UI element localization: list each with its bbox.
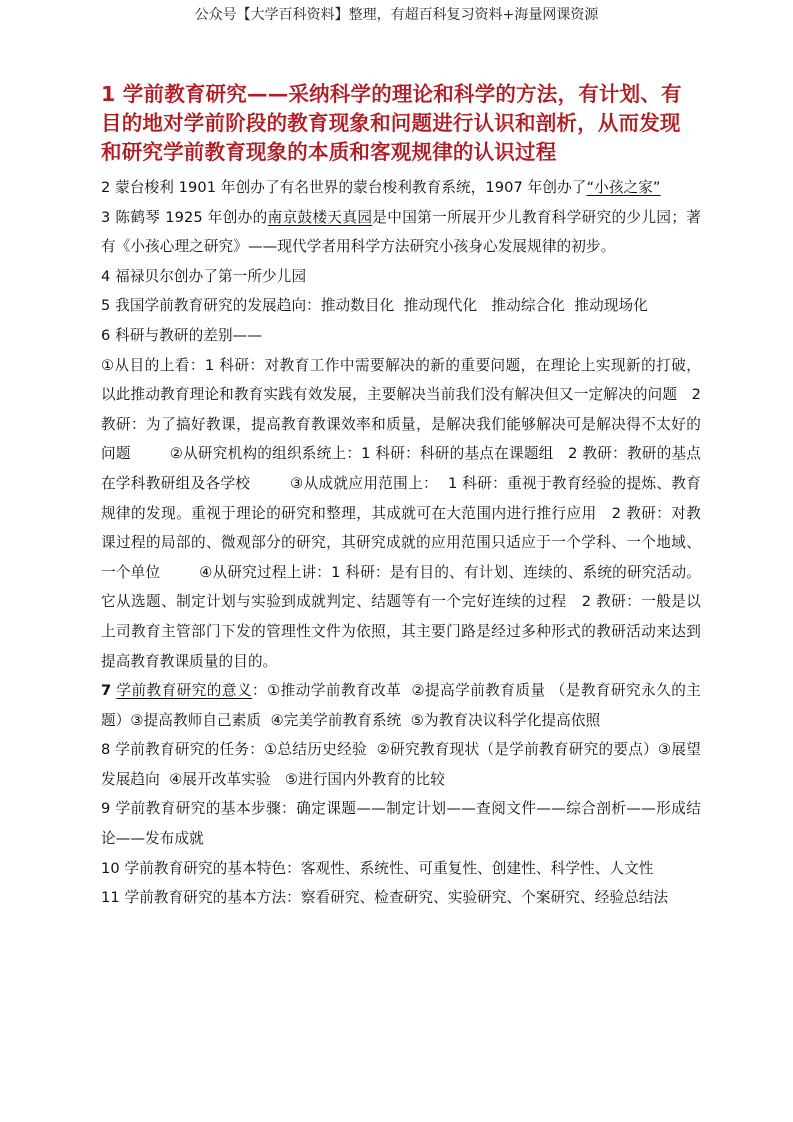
page-header-watermark: 公众号【大学百科资料】整理，有超百科复习资料+海量网课资源	[194, 7, 599, 23]
item-6-heading: 6 科研与教研的差别——	[101, 326, 263, 344]
item-7	[101, 676, 701, 735]
item-5: 5 我国学前教育研究的发展趋向：推动数目化 推动现代化 推动综合化 推动现场化	[101, 297, 648, 315]
item-3-post: 是中国第一所展开少儿教育科学研究的少儿园；著有《小孩心理之研究》——现代学者用科学方法研究小孩身心发展规律的初步。	[101, 208, 702, 256]
item-3-pre: 3 陈鹤琴 1925 年创办的	[101, 208, 268, 226]
item-2-text: 2 蒙台梭利 1901 年创办了有名世界的蒙台梭利教育系统，1907 年创办了	[101, 179, 587, 196]
item-11: 11 学前教育研究的基本方法：察看研究、检查研究、实验研究、个案研究、经验总结法	[101, 889, 669, 907]
document-body	[101, 80, 706, 913]
item-7-post: ：①推动学前教育改革 ②提高学前教育质量 （是教育研究永久的主题）③提高教师自己素质 ④完美学前教育系统 ⑤为教育决议科学化提高依照	[101, 682, 701, 729]
item-8: 8 学前教育研究的任务：①总结历史经验 ②研究教育现状（是学前教育研究的要点）③展望发展趋向 ④展开改革实验 ⑤进行国内外教育的比较	[101, 741, 701, 788]
item-2	[101, 173, 701, 203]
item-7-number: 7	[101, 682, 112, 700]
item-3-underlined: 南京鼓楼天真园	[267, 208, 373, 226]
item-10: 10 学前教育研究的基本特色：客观性、系统性、可重复性、创建性、科学性、人文性	[101, 859, 654, 877]
section-title: 1 学前教育研究——采纳科学的理论和科学的方法，有计划、有目的地对学前阶段的教育现象和问题进行认识和剖析，从而发现和研究学前教育现象的本质和客观规律的认识过程	[101, 82, 682, 164]
item-7-underlined: 学前教育研究的意义	[116, 682, 253, 700]
item-3	[101, 203, 701, 262]
item-2-underlined: “小孩之家”	[586, 179, 661, 196]
item-6-body: ①从目的上看：1 科研：对教育工作中需要解决的新的重要问题，在理论上实现新的打破，以此推动教育理论和教育实践有效发展，主要解决当前我们没有解决但又一定解决的问题 2 教研：为了搞好教课，提高教育教课效率和质量，是解决我们能够解决可是解决得不太好的问题 ②从研究机构的组织系统上：1 科研：科研的基点在课题组 2 教研：教研的基点在学科教研组及各学校 ③从成就应用范围上： 1 科研：重视于教育经验的提炼、教育规律的发现。重视于理论的研究和整理，其成就可在大范围内进行推行应用 2 教研：对教课过程的局部的、微观部分的研究，其研究成就的应用范围只适应于一个学科、一个地域、一个单位 ④从研究过程上讲：1 科研：是有目的、有计划、连续的、系统的研究活动。它从选题、制定计划与实验到成就判定、结题等有一个完好连续的过程 2 教研：一般是以上司教育主管部门下发的管理性文件为依照，其主要门路是经过多种形式的教研活动来达到提高教育教课质量的目的。	[101, 356, 706, 670]
item-9: 9 学前教育研究的基本步骤：确定课题——制定计划——查阅文件——综合剖析——形成结论——发布成就	[101, 800, 701, 848]
item-4: 4 福禄贝尔创办了第一所少儿园	[101, 267, 307, 285]
